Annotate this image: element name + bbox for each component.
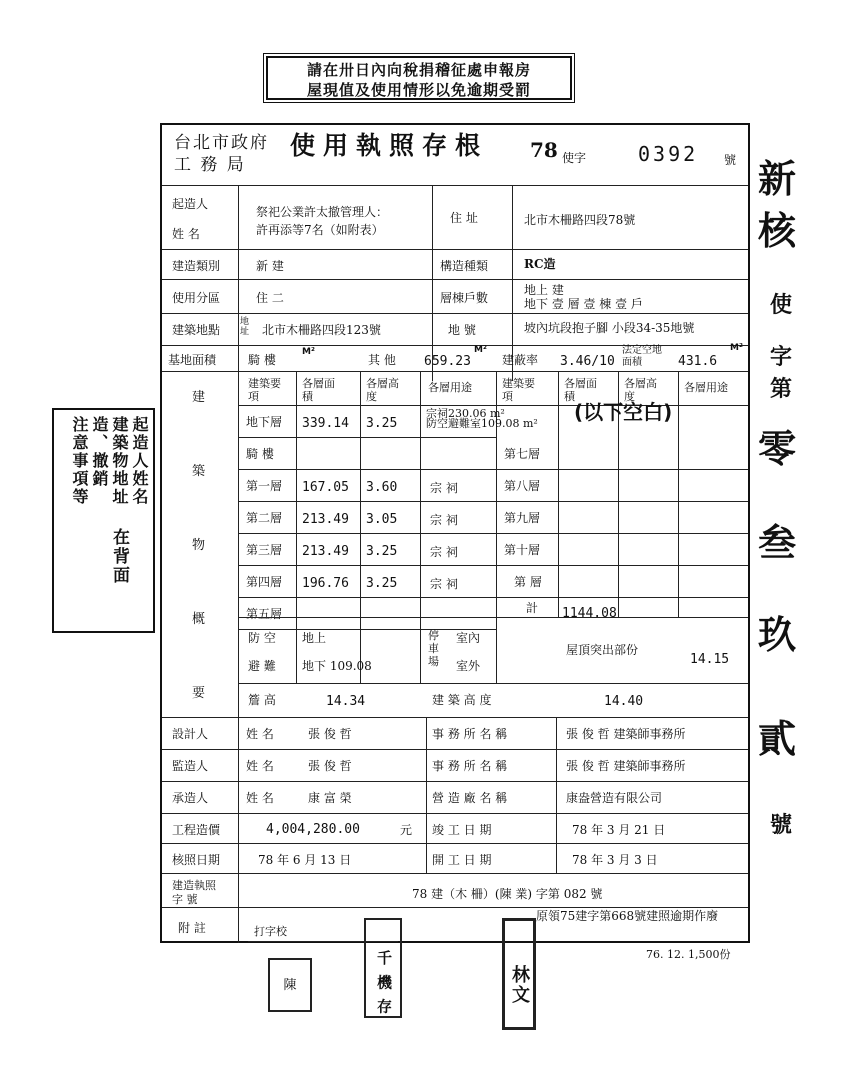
floor-height: 3.25 (366, 576, 398, 591)
shelter-below: 地下 109.08 (302, 659, 372, 673)
margin-char: 新 (758, 156, 797, 201)
divider (238, 533, 496, 534)
floor-area: 213.49 (302, 512, 349, 527)
divider (238, 717, 239, 943)
divider (420, 371, 421, 683)
divider (238, 629, 496, 630)
margin-char: 使 (770, 292, 793, 318)
divider (496, 565, 748, 566)
floor-area: 196.76 (302, 576, 349, 591)
tax-notice (266, 56, 572, 100)
right-floor-label: 第八層 (504, 479, 541, 493)
header-use-right: 各層用途 (684, 381, 728, 394)
zoning-label: 使用分區 (172, 291, 221, 305)
header-height-right: 各層高度 (624, 377, 657, 403)
agency-line2: 工 務 局 (174, 155, 246, 175)
footer-code: 76. 12. 1,500份 (646, 948, 731, 961)
doc-type: 使字 (562, 151, 587, 165)
margin-char: 貳 (758, 716, 797, 761)
start-label: 開 工 日 期 (432, 853, 492, 867)
margin-char: 號 (770, 812, 793, 838)
floor-use: 宗 祠 (430, 545, 458, 559)
other-value: 659.23 (424, 354, 471, 369)
floor-area: 339.14 (302, 416, 349, 431)
right-floor-label: 第七層 (504, 447, 541, 461)
section-char: 築 (192, 464, 206, 479)
floors-line2: 地下 壹 層 壹 棟 壹 戶 (524, 297, 643, 311)
floor-height: 3.60 (366, 480, 398, 495)
floor-label: 騎 樓 (246, 447, 274, 461)
divider (162, 185, 748, 186)
parking-indoor: 室內 (456, 631, 481, 645)
floors-label: 層棟戶數 (440, 291, 489, 305)
base-area-label: 基地面積 (168, 353, 217, 367)
building-height-value: 14.40 (604, 694, 644, 709)
divider (426, 717, 427, 873)
open-space-label: 法定空地面積 (622, 345, 662, 368)
floor-label: 第五層 (246, 607, 283, 621)
side-note-col3: 造、撤銷 (90, 416, 109, 488)
parking-outdoor: 室外 (456, 659, 481, 673)
number-suffix: 號 (724, 153, 737, 167)
lot-value: 坡內坑段抱子腳 小段34-35地號 (524, 321, 695, 335)
designer-office: 張 俊 哲 建築師事務所 (566, 727, 686, 741)
permit-label2: 字 號 (172, 893, 198, 906)
divider (238, 501, 496, 502)
divider (162, 843, 748, 844)
category-value: 新 建 (256, 259, 284, 273)
floor-height: 3.25 (366, 416, 398, 431)
permit-number: 0392 (638, 142, 699, 166)
divider (296, 371, 297, 683)
header-use: 各層用途 (428, 381, 472, 394)
divider (238, 683, 748, 684)
shelter-label2: 避 難 (248, 659, 276, 673)
divider (496, 501, 748, 502)
floor-area: 213.49 (302, 544, 349, 559)
divider (238, 565, 496, 566)
cost-value: 4,004,280.00 (266, 822, 360, 837)
parking-label: 停車場 (428, 629, 439, 668)
side-note-col4: 注意事項等 (70, 416, 89, 506)
divider (558, 371, 559, 617)
lot-label: 地 號 (448, 323, 476, 337)
margin-char: 玖 (758, 612, 797, 657)
form-title: 使用執照存根 (290, 131, 489, 160)
header-area: 各層面積 (302, 377, 335, 403)
section-char: 概 (192, 612, 206, 627)
side-note-back: 在背面 (109, 528, 129, 585)
divider (162, 781, 748, 782)
owner-value1: 祭祀公業許太撤管理人： (256, 205, 389, 219)
arcade-label: 騎 樓 (248, 353, 276, 367)
divider (496, 533, 748, 534)
floor-height: 3.25 (366, 544, 398, 559)
cost-unit: 元 (400, 823, 413, 837)
section-char: 物 (192, 538, 206, 553)
designer-name-label: 姓 名 (246, 727, 274, 741)
supervisor-office: 張 俊 哲 建築師事務所 (566, 759, 686, 773)
roof-value: 14.15 (690, 652, 730, 667)
header-height: 各層高度 (366, 377, 399, 403)
divider (238, 597, 496, 598)
designer-name: 張 俊 哲 (308, 727, 352, 741)
shelter-above: 地上 (302, 631, 327, 645)
designer-office-label: 事 務 所 名 稱 (432, 727, 508, 741)
divider (162, 873, 748, 874)
right-floor-label: 第九層 (504, 511, 541, 525)
eaves-value: 14.34 (326, 694, 366, 709)
unit-m2: M² (474, 345, 487, 355)
category-label: 建造類別 (172, 259, 221, 273)
side-note-col2: 建築物地址 (110, 416, 129, 506)
margin-char: 叁 (758, 520, 797, 565)
divider (162, 279, 748, 280)
roof-label: 屋頂突出部份 (566, 643, 639, 657)
officer-stamp (502, 918, 536, 1030)
officer-stamp-text: 林文 (509, 965, 530, 1005)
floor-label: 地下層 (246, 415, 283, 429)
structure-label: 構造種類 (440, 259, 489, 273)
coverage-value: 3.46/10 (560, 354, 615, 369)
tax-notice-line2: 屋現值及使用情形以免逾期受罰 (306, 81, 531, 99)
site-value: 北市木柵路四段123號 (262, 323, 381, 337)
divider (162, 717, 748, 718)
floor-use: 宗 祠 (430, 577, 458, 591)
tax-notice-line1: 請在卅日內向稅捐稽征處申報房 (306, 61, 531, 79)
floor-label: 第四層 (246, 575, 283, 589)
supervisor-name: 張 俊 哲 (308, 759, 352, 773)
divider (360, 371, 361, 683)
completion-label: 竣 工 日 期 (432, 823, 492, 837)
floor-use: 宗 祠 (430, 513, 458, 527)
zoning-value: 住 二 (256, 291, 284, 305)
floor-use: 宗 祠 (430, 481, 458, 495)
divider (238, 617, 748, 618)
issue-value: 78 年 6 月 13 日 (258, 853, 352, 867)
permit-label1: 建造執照 (172, 879, 216, 892)
issue-label: 核照日期 (172, 853, 221, 867)
total-value: 1144.08 (562, 606, 617, 621)
contractor-role: 承造人 (172, 791, 209, 805)
typist-label: 打字校 (254, 925, 287, 938)
floor-use: 宗祠230.06 m² (426, 407, 505, 420)
total-label: 計 (526, 601, 539, 615)
approval-stamp-text: 千 機 存 (375, 950, 393, 1016)
building-height-label: 建 築 高 度 (432, 693, 492, 707)
divider (496, 469, 748, 470)
supervisor-name-label: 姓 名 (246, 759, 274, 773)
margin-char: 核 (758, 208, 797, 253)
margin-char: 零 (758, 426, 797, 471)
divider (238, 185, 239, 781)
contractor-name-label: 姓 名 (246, 791, 274, 805)
right-floor-label: 第十層 (504, 543, 541, 557)
unit-m2: M² (302, 347, 315, 357)
coverage-label: 建蔽率 (502, 353, 539, 367)
divider (162, 313, 748, 314)
divider (512, 185, 513, 381)
divider (432, 185, 433, 381)
owner-label1: 起造人 (172, 197, 209, 211)
owner-value2: 許再添等7名（如附表） (256, 223, 384, 237)
blank-note: (以下空白) (574, 400, 673, 424)
divider (162, 749, 748, 750)
margin-char: 第 (770, 376, 793, 402)
cost-label: 工程造價 (172, 823, 221, 837)
supervisor-office-label: 事 務 所 名 稱 (432, 759, 508, 773)
address-label: 住 址 (450, 211, 478, 225)
divider (678, 371, 679, 617)
site-label: 建築地點 (172, 323, 221, 337)
open-space-value: 431.6 (678, 354, 718, 369)
header-item: 建築要項 (248, 377, 281, 403)
divider (162, 813, 748, 814)
contractor-office-label: 營 造 廠 名 稱 (432, 791, 508, 805)
divider (496, 597, 748, 598)
address-value: 北市木柵路四段78號 (524, 213, 636, 227)
divider (238, 469, 496, 470)
structure-value: RC造 (524, 257, 556, 271)
unit-m2: M² (730, 343, 743, 353)
other-label: 其 他 (368, 353, 396, 367)
side-note (52, 408, 155, 633)
contractor-name: 康 富 榮 (308, 791, 352, 805)
seal-stamp (268, 958, 312, 1012)
floor-area: 167.05 (302, 480, 349, 495)
shelter-note: 防空避難室109.08 m² (426, 417, 538, 430)
side-note-col1: 起造人姓名 (130, 416, 149, 506)
floor-label: 第一層 (246, 479, 283, 493)
permit-value: 78 建（木 柵）(陳 業) 字第 082 號 (412, 887, 603, 901)
seal-stamp-text: 陳 (283, 978, 297, 993)
floor-label: 第二層 (246, 511, 283, 525)
completion-value: 78 年 3 月 21 日 (572, 823, 666, 837)
contractor-office: 康盎營造有限公司 (566, 791, 663, 805)
floor-height: 3.05 (366, 512, 398, 527)
permit-form (160, 123, 750, 943)
supervisor-role: 監造人 (172, 759, 209, 773)
owner-label2: 姓 名 (172, 227, 200, 241)
divider (162, 907, 748, 908)
section-char: 要 (192, 686, 206, 701)
header-item-right: 建築要項 (502, 377, 535, 403)
right-floor-label: 第 層 (514, 575, 542, 589)
shelter-label1: 防 空 (248, 631, 276, 645)
approval-stamp (364, 918, 402, 1018)
designer-role: 設計人 (172, 727, 209, 741)
margin-char: 字 (770, 344, 793, 370)
remark-value: 原領75建字第668號建照逾期作廢 (536, 909, 719, 923)
site-sublabel: 地址 (240, 317, 250, 337)
divider (556, 717, 557, 873)
floor-label: 第三層 (246, 543, 283, 557)
divider (162, 249, 748, 250)
floors-line1: 地上 建 (524, 283, 564, 297)
year: 78 (530, 138, 558, 162)
remark-label: 附 註 (178, 921, 206, 935)
start-value: 78 年 3 月 3 日 (572, 853, 658, 867)
header-area-right: 各層面積 (564, 377, 597, 403)
section-char: 建 (192, 390, 206, 405)
eaves-label: 簷 高 (248, 693, 276, 707)
agency-line1: 台北市政府 (174, 133, 269, 153)
divider (162, 371, 748, 372)
divider (238, 437, 496, 438)
